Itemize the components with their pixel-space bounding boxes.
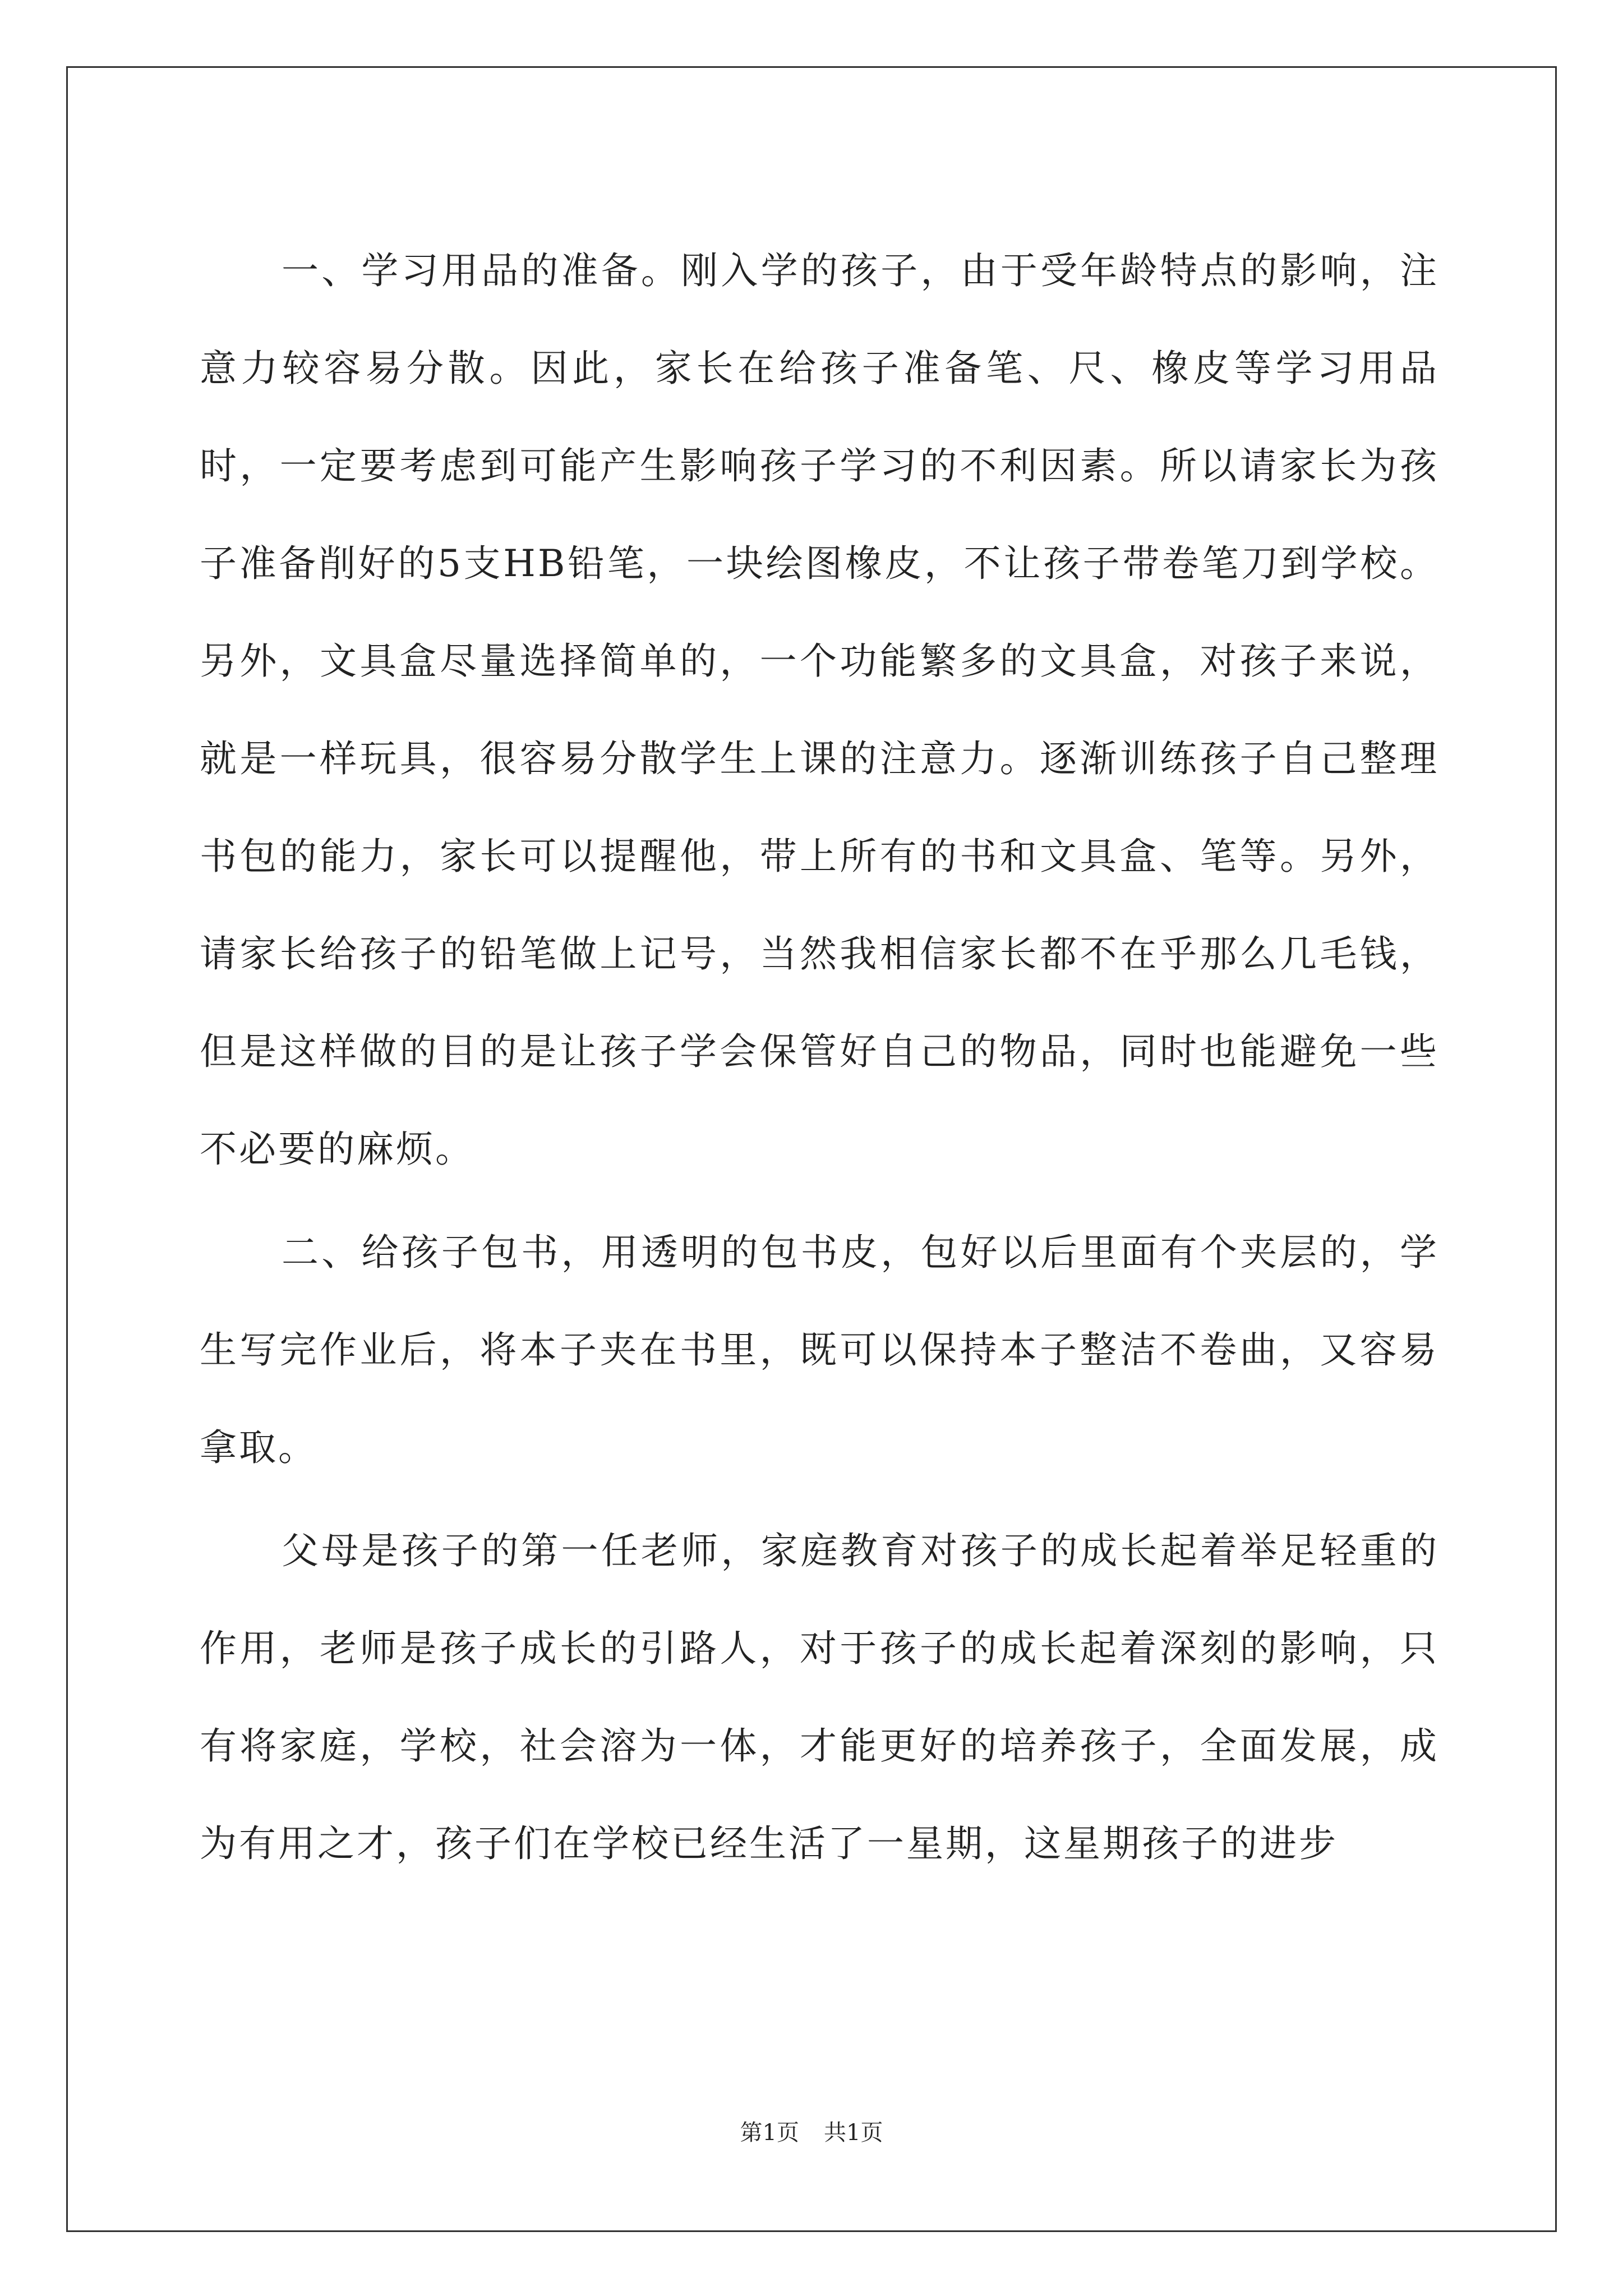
paragraph-stationery: 一、学习用品的准备。刚入学的孩子，由于受年龄特点的影响，注意力较容易分散。因此，家长在给孩子准备笔、尺、橡皮等学习用品时，一定要考虑到可能产生影响孩子学习的不利因素。所以请家长为孩子准备削好的5支HB铅笔，一块绘图橡皮，不让孩子带卷笔刀到学校。另外，文具盒尽量选择简单的，一个功能繁多的文具盒，对孩子来说，就是一样玩具，很容易分散学生上课的注意力。逐渐训练孩子自己整理书包的能力，家长可以提醒他，带上所有的书和文具盒、笔等。另外，请家长给孩子的铅笔做上记号，当然我相信家长都不在乎那么几毛钱，但是这样做的目的是让孩子学会保管好自己的物品，同时也能避免一些不必要的麻烦。 <box>200 249 1439 1171</box>
document-body <box>200 222 1439 1893</box>
page-footer <box>0 2117 1623 2148</box>
paragraph-book-cover: 二、给孩子包书，用透明的包书皮，包好以后里面有个夹层的，学生写完作业后，将本子夹在书里，既可以保持本子整洁不卷曲，又容易拿取。 <box>200 1231 1439 1469</box>
page-number-current: 第1页 <box>740 2120 799 2146</box>
page-number-total: 共1页 <box>824 2120 883 2146</box>
paragraph-parents-role: 父母是孩子的第一任老师，家庭教育对孩子的成长起着举足轻重的作用，老师是孩子成长的引路人，对于孩子的成长起着深刻的影响，只有将家庭，学校，社会溶为一体，才能更好的培养孩子，全面发展，成为有用之才，孩子们在学校已经生活了一星期，这星期孩子的进步 <box>200 1529 1439 1865</box>
